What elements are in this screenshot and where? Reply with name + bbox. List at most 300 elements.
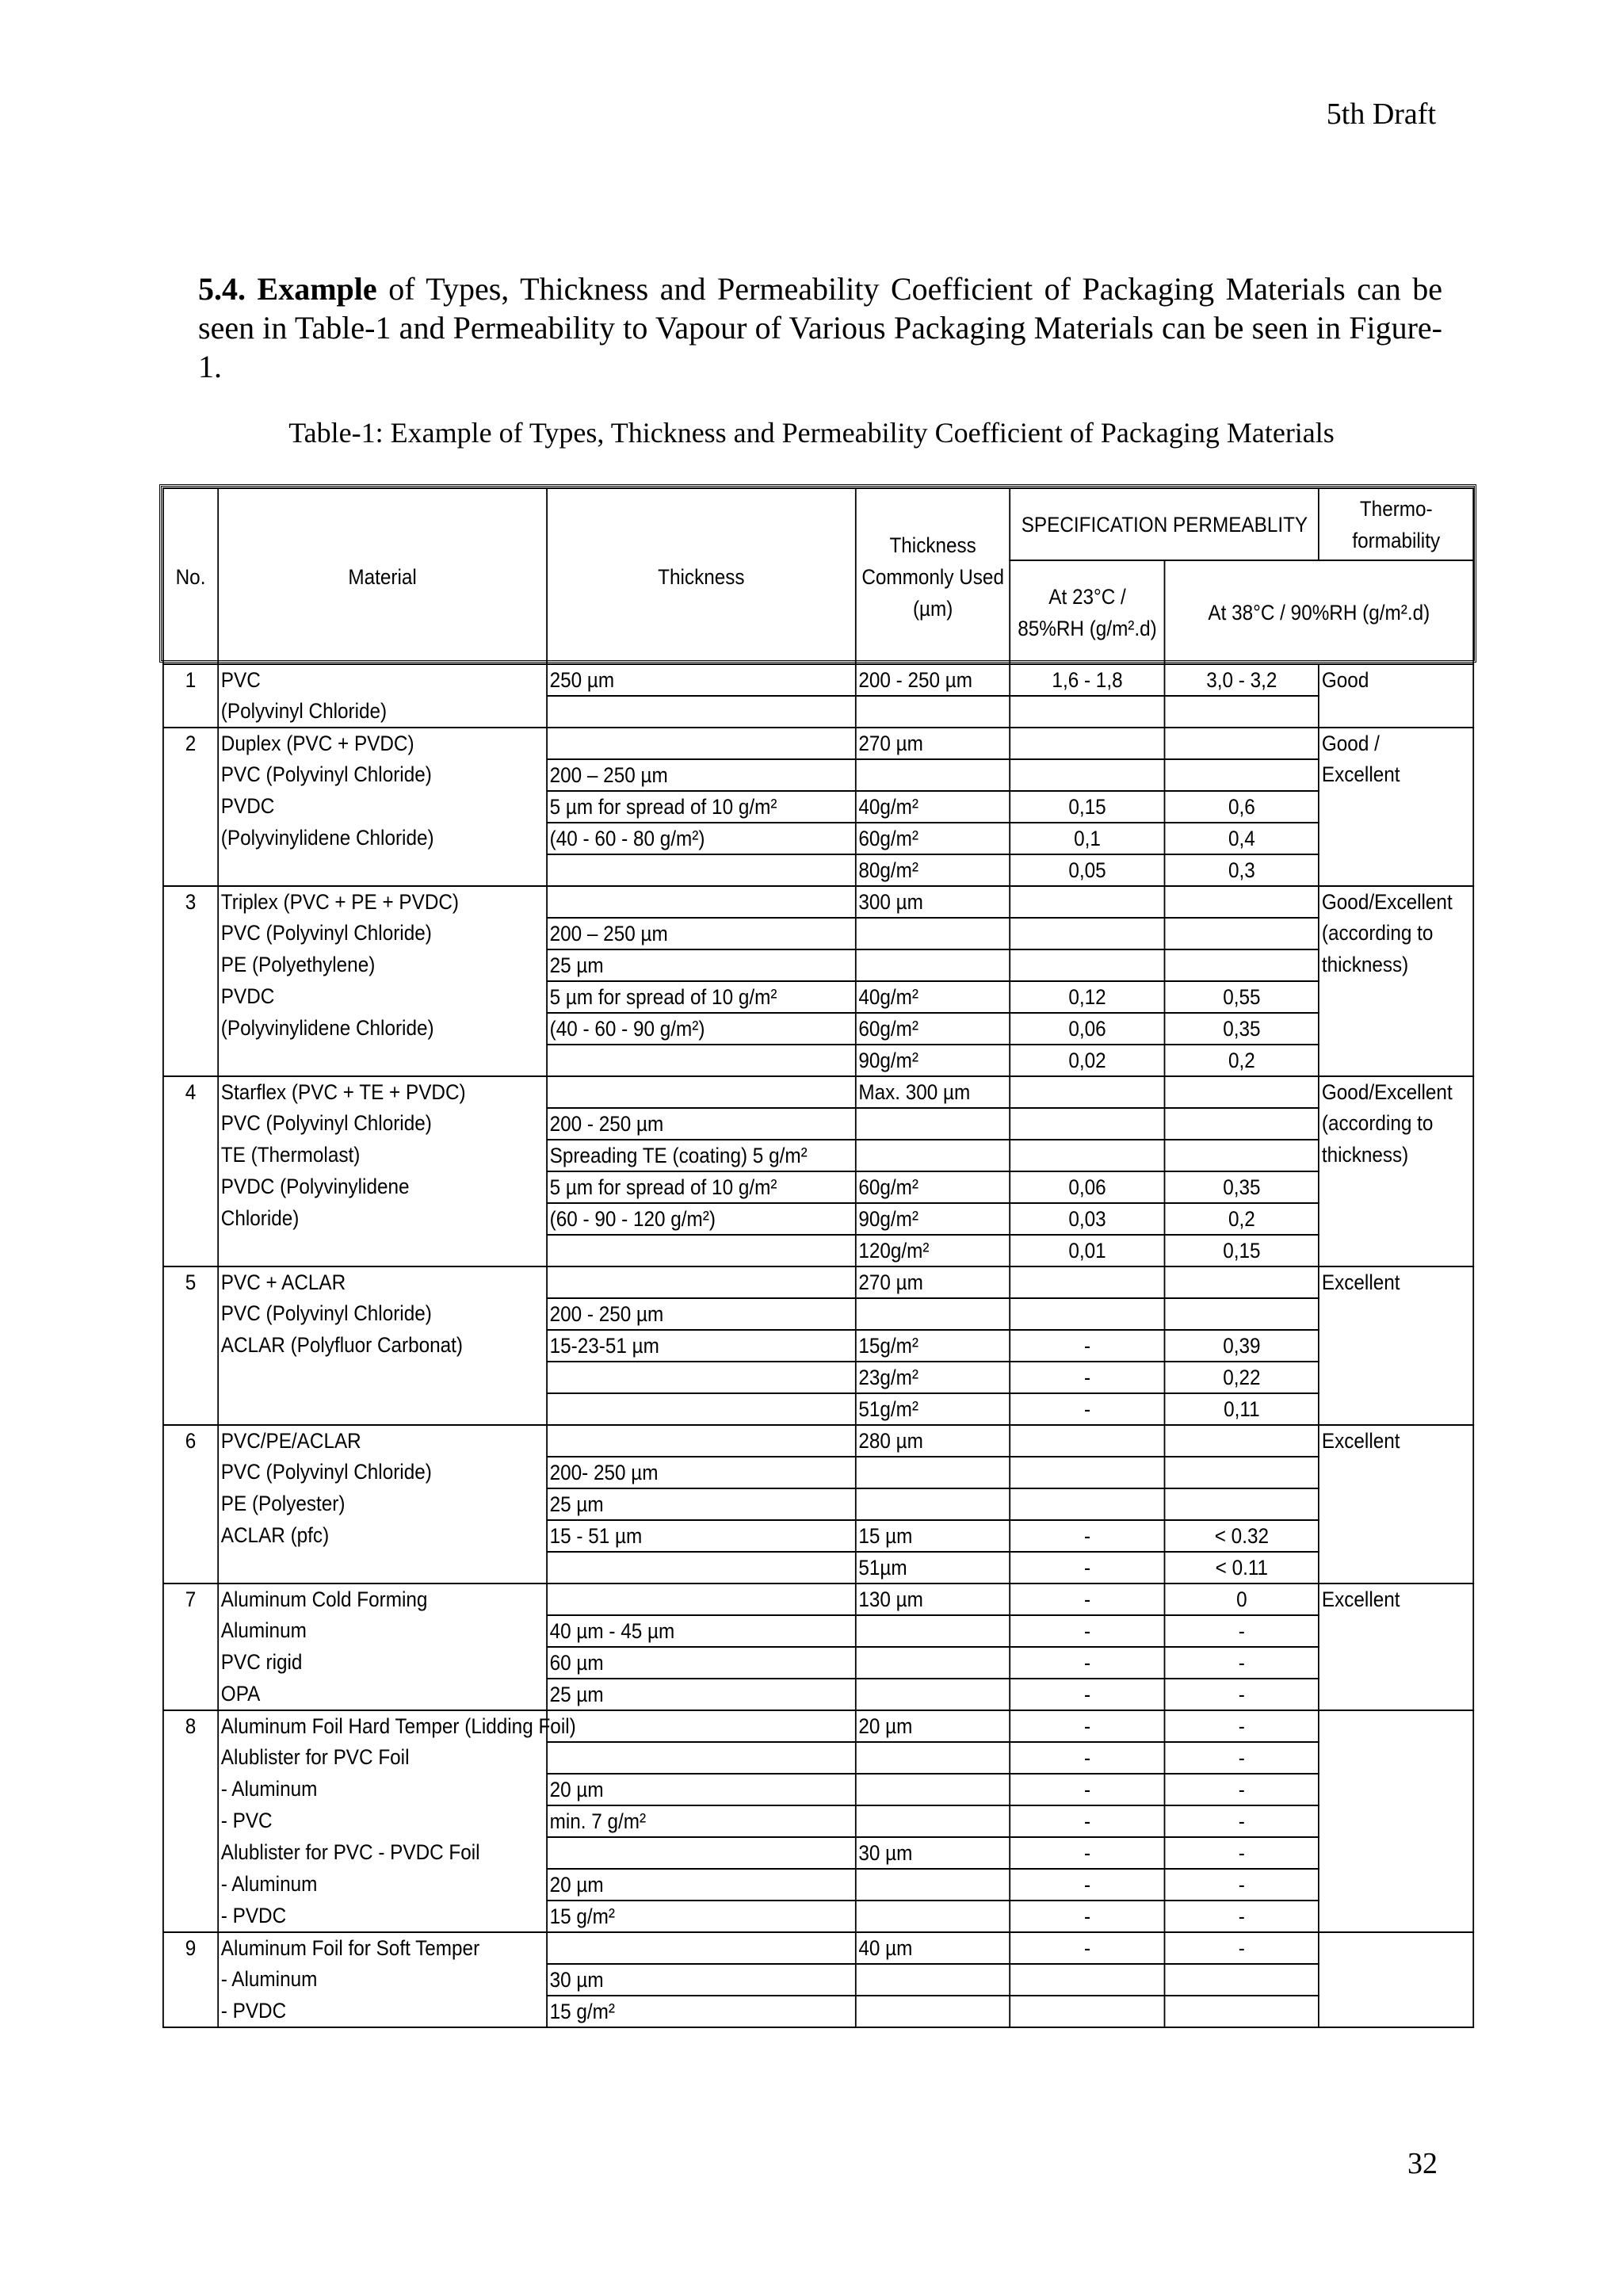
cell-perm38: 0,11 bbox=[1164, 1393, 1319, 1425]
page-number: 32 bbox=[1407, 2147, 1438, 2180]
cell-thickness bbox=[547, 1076, 856, 1108]
cell-thermo: thickness) bbox=[1319, 949, 1473, 981]
cell-used: 40g/m² bbox=[856, 791, 1010, 823]
cell-used: 130 µm bbox=[856, 1584, 1010, 1615]
cell-perm23 bbox=[1010, 1140, 1165, 1171]
cell-thermo bbox=[1319, 1362, 1473, 1393]
cell-no: 1 bbox=[163, 664, 218, 696]
cell-material: PVDC (Polyvinylidene bbox=[218, 1171, 547, 1203]
cell-perm38 bbox=[1164, 1140, 1319, 1171]
table-row bbox=[163, 664, 1473, 696]
cell-perm23: 0,06 bbox=[1010, 1171, 1165, 1203]
cell-thickness: 15 g/m² bbox=[547, 1996, 856, 2027]
cell-material: PVC (Polyvinyl Chloride) bbox=[218, 1457, 547, 1488]
cell-perm38 bbox=[1164, 696, 1319, 728]
cell-perm23 bbox=[1010, 1457, 1165, 1488]
cell-perm23 bbox=[1010, 1298, 1165, 1330]
cell-perm23: 1,6 - 1,8 bbox=[1010, 664, 1165, 696]
table-row bbox=[163, 981, 1473, 1013]
cell-thermo bbox=[1319, 1901, 1473, 1932]
cell-perm23 bbox=[1010, 918, 1165, 949]
cell-used: 280 µm bbox=[856, 1425, 1010, 1457]
table-row bbox=[163, 1552, 1473, 1584]
cell-used: 23g/m² bbox=[856, 1362, 1010, 1393]
cell-perm38: - bbox=[1164, 1679, 1319, 1710]
cell-perm23 bbox=[1010, 728, 1165, 759]
cell-used bbox=[856, 1679, 1010, 1710]
cell-perm23: 0,05 bbox=[1010, 854, 1165, 886]
cell-thickness bbox=[547, 886, 856, 918]
cell-thermo bbox=[1319, 1869, 1473, 1901]
cell-used bbox=[856, 918, 1010, 949]
cell-thermo: Good bbox=[1319, 664, 1473, 696]
table-body bbox=[163, 664, 1473, 2027]
cell-used bbox=[856, 1488, 1010, 1520]
cell-thermo: Excellent bbox=[1319, 1425, 1473, 1457]
cell-used bbox=[856, 1298, 1010, 1330]
table-row bbox=[163, 1869, 1473, 1901]
table-row bbox=[163, 1647, 1473, 1679]
cell-thickness: 25 µm bbox=[547, 949, 856, 981]
cell-material: PVDC bbox=[218, 981, 547, 1013]
cell-perm38: - bbox=[1164, 1901, 1319, 1932]
cell-thermo bbox=[1319, 1774, 1473, 1805]
cell-thickness bbox=[547, 1393, 856, 1425]
cell-no: 7 bbox=[163, 1584, 218, 1615]
cell-no bbox=[163, 1171, 218, 1203]
cell-perm38: 0,2 bbox=[1164, 1045, 1319, 1076]
cell-material: - PVC bbox=[218, 1805, 547, 1837]
cell-no bbox=[163, 981, 218, 1013]
cell-perm23 bbox=[1010, 1964, 1165, 1996]
cell-no bbox=[163, 1837, 218, 1869]
cell-no bbox=[163, 1774, 218, 1805]
cell-material: (Polyvinylidene Chloride) bbox=[218, 1013, 547, 1045]
cell-used: 200 - 250 µm bbox=[856, 664, 1010, 696]
table-row bbox=[163, 1710, 1473, 1742]
cell-no bbox=[163, 1996, 218, 2027]
cell-thickness bbox=[547, 1584, 856, 1615]
cell-used bbox=[856, 949, 1010, 981]
table-row bbox=[163, 1457, 1473, 1488]
cell-material bbox=[218, 854, 547, 886]
cell-used: 270 µm bbox=[856, 1266, 1010, 1298]
cell-material: Duplex (PVC + PVDC) bbox=[218, 728, 547, 759]
cell-perm38: < 0.32 bbox=[1164, 1520, 1319, 1552]
cell-material: Alublister for PVC - PVDC Foil bbox=[218, 1837, 547, 1869]
cell-thermo bbox=[1319, 1298, 1473, 1330]
cell-perm38: 0,3 bbox=[1164, 854, 1319, 886]
table-row bbox=[163, 1266, 1473, 1298]
table-row bbox=[163, 1584, 1473, 1615]
cell-perm23: 0,1 bbox=[1010, 823, 1165, 854]
cell-thickness: 15 - 51 µm bbox=[547, 1520, 856, 1552]
cell-thickness: 200 - 250 µm bbox=[547, 1108, 856, 1140]
cell-thickness: 200- 250 µm bbox=[547, 1457, 856, 1488]
table-row bbox=[163, 1393, 1473, 1425]
cell-used: 80g/m² bbox=[856, 854, 1010, 886]
cell-used: 40 µm bbox=[856, 1932, 1010, 1964]
cell-perm38 bbox=[1164, 759, 1319, 791]
table-row bbox=[163, 1108, 1473, 1140]
cell-material: PVC bbox=[218, 664, 547, 696]
cell-material: - Aluminum bbox=[218, 1869, 547, 1901]
table-row bbox=[163, 1235, 1473, 1266]
cell-no bbox=[163, 1615, 218, 1647]
cell-used: 15g/m² bbox=[856, 1330, 1010, 1362]
cell-thermo bbox=[1319, 1932, 1473, 1964]
cell-used bbox=[856, 1996, 1010, 2027]
cell-no bbox=[163, 1457, 218, 1488]
cell-material: Aluminum Cold Forming bbox=[218, 1584, 547, 1615]
cell-used: 51g/m² bbox=[856, 1393, 1010, 1425]
cell-perm38: 0,39 bbox=[1164, 1330, 1319, 1362]
table-row bbox=[163, 1362, 1473, 1393]
cell-perm23: - bbox=[1010, 1615, 1165, 1647]
cell-perm23: 0,03 bbox=[1010, 1203, 1165, 1235]
cell-no: 4 bbox=[163, 1076, 218, 1108]
cell-used: 270 µm bbox=[856, 728, 1010, 759]
cell-perm38: 0,55 bbox=[1164, 981, 1319, 1013]
cell-thermo: Excellent bbox=[1319, 1584, 1473, 1615]
cell-used: 20 µm bbox=[856, 1710, 1010, 1742]
cell-used bbox=[856, 759, 1010, 791]
cell-perm23 bbox=[1010, 1425, 1165, 1457]
cell-thermo bbox=[1319, 1964, 1473, 1996]
cell-thickness bbox=[547, 1552, 856, 1584]
cell-perm38: - bbox=[1164, 1647, 1319, 1679]
cell-thermo bbox=[1319, 1393, 1473, 1425]
cell-thickness: 20 µm bbox=[547, 1774, 856, 1805]
cell-used bbox=[856, 1108, 1010, 1140]
cell-perm23 bbox=[1010, 1488, 1165, 1520]
cell-thermo bbox=[1319, 1996, 1473, 2027]
cell-thickness bbox=[547, 1362, 856, 1393]
cell-perm38 bbox=[1164, 1457, 1319, 1488]
cell-no bbox=[163, 1330, 218, 1362]
cell-perm38 bbox=[1164, 1425, 1319, 1457]
cell-thermo bbox=[1319, 1330, 1473, 1362]
table-row bbox=[163, 1076, 1473, 1108]
cell-perm23: 0,01 bbox=[1010, 1235, 1165, 1266]
cell-material bbox=[218, 1552, 547, 1584]
cell-thickness: (40 - 60 - 80 g/m²) bbox=[547, 823, 856, 854]
cell-no: 6 bbox=[163, 1425, 218, 1457]
cell-perm38: 0,2 bbox=[1164, 1203, 1319, 1235]
cell-no bbox=[163, 1901, 218, 1932]
cell-thickness: (40 - 60 - 90 g/m²) bbox=[547, 1013, 856, 1045]
cell-thickness: Spreading TE (coating) 5 g/m² bbox=[547, 1140, 856, 1171]
table-row bbox=[163, 1330, 1473, 1362]
cell-perm38: 0 bbox=[1164, 1584, 1319, 1615]
cell-no bbox=[163, 696, 218, 728]
cell-perm23: 0,15 bbox=[1010, 791, 1165, 823]
cell-material bbox=[218, 1362, 547, 1393]
cell-thermo: Excellent bbox=[1319, 759, 1473, 791]
cell-perm38 bbox=[1164, 1266, 1319, 1298]
cell-used bbox=[856, 1457, 1010, 1488]
header-thickness-used: Thickness Commonly Used (µm) bbox=[856, 488, 1010, 664]
cell-no bbox=[163, 1742, 218, 1774]
cell-thermo bbox=[1319, 981, 1473, 1013]
cell-material bbox=[218, 1045, 547, 1076]
cell-thickness bbox=[547, 728, 856, 759]
table-row bbox=[163, 1774, 1473, 1805]
header-thickness: Thickness bbox=[547, 488, 856, 664]
cell-perm38 bbox=[1164, 1108, 1319, 1140]
cell-perm38 bbox=[1164, 1996, 1319, 2027]
cell-material: - PVDC bbox=[218, 1901, 547, 1932]
cell-no bbox=[163, 854, 218, 886]
cell-thermo: Excellent bbox=[1319, 1266, 1473, 1298]
cell-perm23 bbox=[1010, 1996, 1165, 2027]
cell-perm38: 0,4 bbox=[1164, 823, 1319, 854]
cell-perm23: 0,02 bbox=[1010, 1045, 1165, 1076]
cell-no bbox=[163, 1298, 218, 1330]
cell-thickness bbox=[547, 1045, 856, 1076]
cell-thickness: 60 µm bbox=[547, 1647, 856, 1679]
cell-used: 40g/m² bbox=[856, 981, 1010, 1013]
cell-material: TE (Thermolast) bbox=[218, 1140, 547, 1171]
table-row bbox=[163, 1045, 1473, 1076]
table-row bbox=[163, 1298, 1473, 1330]
cell-thermo bbox=[1319, 1457, 1473, 1488]
cell-used: 30 µm bbox=[856, 1837, 1010, 1869]
cell-thickness: 5 µm for spread of 10 g/m² bbox=[547, 1171, 856, 1203]
cell-perm38: 3,0 - 3,2 bbox=[1164, 664, 1319, 696]
cell-used bbox=[856, 1615, 1010, 1647]
cell-no: 9 bbox=[163, 1932, 218, 1964]
table-row bbox=[163, 1615, 1473, 1647]
cell-perm23: - bbox=[1010, 1520, 1165, 1552]
cell-used bbox=[856, 1647, 1010, 1679]
cell-no: 5 bbox=[163, 1266, 218, 1298]
cell-perm38 bbox=[1164, 949, 1319, 981]
cell-perm38: - bbox=[1164, 1837, 1319, 1869]
cell-thickness bbox=[547, 1742, 856, 1774]
cell-used: 90g/m² bbox=[856, 1203, 1010, 1235]
cell-material: PVC (Polyvinyl Chloride) bbox=[218, 759, 547, 791]
cell-perm38: 0,6 bbox=[1164, 791, 1319, 823]
cell-material: Triplex (PVC + PE + PVDC) bbox=[218, 886, 547, 918]
cell-no bbox=[163, 1488, 218, 1520]
table-row bbox=[163, 1140, 1473, 1171]
cell-perm23: - bbox=[1010, 1742, 1165, 1774]
cell-no bbox=[163, 759, 218, 791]
cell-perm38: 0,22 bbox=[1164, 1362, 1319, 1393]
cell-material: Aluminum Foil Hard Temper (Lidding Foil) bbox=[218, 1710, 547, 1742]
cell-thermo bbox=[1319, 1647, 1473, 1679]
cell-no bbox=[163, 1045, 218, 1076]
cell-perm38 bbox=[1164, 1298, 1319, 1330]
table-row bbox=[163, 1425, 1473, 1457]
cell-no bbox=[163, 1140, 218, 1171]
cell-perm23 bbox=[1010, 886, 1165, 918]
header-material: Material bbox=[218, 488, 547, 664]
table-row bbox=[163, 1520, 1473, 1552]
cell-no bbox=[163, 1520, 218, 1552]
packaging-table bbox=[162, 487, 1474, 2028]
cell-material: ACLAR (Polyfluor Carbonat) bbox=[218, 1330, 547, 1362]
cell-thickness bbox=[547, 1837, 856, 1869]
table-row bbox=[163, 1488, 1473, 1520]
cell-material: Starflex (PVC + TE + PVDC) bbox=[218, 1076, 547, 1108]
cell-thermo bbox=[1319, 1235, 1473, 1266]
cell-material: PVC + ACLAR bbox=[218, 1266, 547, 1298]
cell-used: 300 µm bbox=[856, 886, 1010, 918]
cell-thermo: Good/Excellent bbox=[1319, 886, 1473, 918]
cell-perm23: 0,12 bbox=[1010, 981, 1165, 1013]
table-row bbox=[163, 1742, 1473, 1774]
cell-material: - Aluminum bbox=[218, 1774, 547, 1805]
cell-thickness: 200 - 250 µm bbox=[547, 1298, 856, 1330]
cell-thermo: Good/Excellent bbox=[1319, 1076, 1473, 1108]
cell-thickness: 200 – 250 µm bbox=[547, 759, 856, 791]
cell-thermo: (according to bbox=[1319, 1108, 1473, 1140]
cell-used bbox=[856, 1742, 1010, 1774]
cell-material: OPA bbox=[218, 1679, 547, 1710]
cell-used bbox=[856, 1964, 1010, 1996]
cell-perm23 bbox=[1010, 759, 1165, 791]
cell-perm38 bbox=[1164, 886, 1319, 918]
cell-perm23 bbox=[1010, 949, 1165, 981]
cell-used: 60g/m² bbox=[856, 1171, 1010, 1203]
cell-thickness bbox=[547, 696, 856, 728]
cell-thickness: min. 7 g/m² bbox=[547, 1805, 856, 1837]
intro-text: of Types, Thickness and Permeability Coefficient of Packaging Materials can be seen in Table-1 and Permeability to Vapour of Various Packaging Materials can be seen in Figure-1. bbox=[198, 271, 1443, 384]
cell-thickness: 200 – 250 µm bbox=[547, 918, 856, 949]
cell-thickness bbox=[547, 1710, 856, 1742]
cell-material: PVC (Polyvinyl Chloride) bbox=[218, 1298, 547, 1330]
section-number: 5.4. bbox=[198, 271, 246, 307]
cell-thermo: thickness) bbox=[1319, 1140, 1473, 1171]
cell-material: PVC/PE/ACLAR bbox=[218, 1425, 547, 1457]
cell-perm38: - bbox=[1164, 1742, 1319, 1774]
cell-thickness bbox=[547, 854, 856, 886]
cell-perm23 bbox=[1010, 696, 1165, 728]
cell-perm23: - bbox=[1010, 1837, 1165, 1869]
cell-perm23: - bbox=[1010, 1805, 1165, 1837]
header-specification: SPECIFICATION PERMEABLITY bbox=[1010, 488, 1319, 560]
table-row bbox=[163, 696, 1473, 728]
table-row bbox=[163, 1805, 1473, 1837]
table-row bbox=[163, 1013, 1473, 1045]
cell-perm38 bbox=[1164, 1488, 1319, 1520]
cell-material bbox=[218, 1235, 547, 1266]
table-row bbox=[163, 1171, 1473, 1203]
table-row bbox=[163, 1964, 1473, 1996]
cell-used: 90g/m² bbox=[856, 1045, 1010, 1076]
cell-thickness: 5 µm for spread of 10 g/m² bbox=[547, 981, 856, 1013]
cell-thermo bbox=[1319, 1710, 1473, 1742]
cell-thickness: 15-23-51 µm bbox=[547, 1330, 856, 1362]
table-row bbox=[163, 823, 1473, 854]
cell-no bbox=[163, 1679, 218, 1710]
cell-perm38: < 0.11 bbox=[1164, 1552, 1319, 1584]
cell-no bbox=[163, 1393, 218, 1425]
cell-perm38 bbox=[1164, 1076, 1319, 1108]
table-row bbox=[163, 1932, 1473, 1964]
cell-thickness: 40 µm - 45 µm bbox=[547, 1615, 856, 1647]
cell-used bbox=[856, 696, 1010, 728]
cell-no bbox=[163, 1647, 218, 1679]
cell-thickness: 25 µm bbox=[547, 1679, 856, 1710]
cell-thermo bbox=[1319, 1805, 1473, 1837]
cell-no: 2 bbox=[163, 728, 218, 759]
cell-material bbox=[218, 1393, 547, 1425]
cell-perm38: 0,35 bbox=[1164, 1013, 1319, 1045]
table-row bbox=[163, 728, 1473, 759]
cell-used bbox=[856, 1774, 1010, 1805]
cell-thermo bbox=[1319, 1520, 1473, 1552]
cell-used: 60g/m² bbox=[856, 823, 1010, 854]
cell-used: 120g/m² bbox=[856, 1235, 1010, 1266]
cell-used: 15 µm bbox=[856, 1520, 1010, 1552]
cell-no bbox=[163, 1203, 218, 1235]
cell-used bbox=[856, 1140, 1010, 1171]
header-thermoformability: Thermo-formability bbox=[1319, 488, 1473, 560]
cell-material: ACLAR (pfc) bbox=[218, 1520, 547, 1552]
cell-perm38: 0,35 bbox=[1164, 1171, 1319, 1203]
cell-thickness: 25 µm bbox=[547, 1488, 856, 1520]
cell-thickness: (60 - 90 - 120 g/m²) bbox=[547, 1203, 856, 1235]
cell-perm23: - bbox=[1010, 1552, 1165, 1584]
table-row bbox=[163, 918, 1473, 949]
cell-material: PVC (Polyvinyl Chloride) bbox=[218, 918, 547, 949]
cell-perm23: - bbox=[1010, 1869, 1165, 1901]
table-row bbox=[163, 1996, 1473, 2027]
cell-thermo bbox=[1319, 791, 1473, 823]
table-row bbox=[163, 1203, 1473, 1235]
table-caption: Table-1: Example of Types, Thickness and Permeability Coefficient of Packaging Materials bbox=[288, 417, 1335, 449]
cell-material: Alublister for PVC Foil bbox=[218, 1742, 547, 1774]
cell-perm23: - bbox=[1010, 1393, 1165, 1425]
cell-perm38: - bbox=[1164, 1805, 1319, 1837]
cell-material: (Polyvinylidene Chloride) bbox=[218, 823, 547, 854]
cell-material: PVC rigid bbox=[218, 1647, 547, 1679]
cell-used: Max. 300 µm bbox=[856, 1076, 1010, 1108]
cell-thickness: 15 g/m² bbox=[547, 1901, 856, 1932]
cell-no: 8 bbox=[163, 1710, 218, 1742]
cell-thermo: Good / bbox=[1319, 728, 1473, 759]
table-row bbox=[163, 1837, 1473, 1869]
cell-thermo bbox=[1319, 1679, 1473, 1710]
table-row bbox=[163, 854, 1473, 886]
cell-perm38: - bbox=[1164, 1869, 1319, 1901]
cell-material: - PVDC bbox=[218, 1996, 547, 2027]
cell-thermo bbox=[1319, 1171, 1473, 1203]
cell-perm38 bbox=[1164, 918, 1319, 949]
cell-thickness bbox=[547, 1425, 856, 1457]
cell-thermo bbox=[1319, 1552, 1473, 1584]
cell-no bbox=[163, 823, 218, 854]
cell-no bbox=[163, 1869, 218, 1901]
intro-paragraph bbox=[198, 269, 1442, 386]
cell-material: PVC (Polyvinyl Chloride) bbox=[218, 1108, 547, 1140]
cell-used: 51µm bbox=[856, 1552, 1010, 1584]
cell-no bbox=[163, 1552, 218, 1584]
cell-material: Chloride) bbox=[218, 1203, 547, 1235]
cell-no bbox=[163, 949, 218, 981]
cell-no bbox=[163, 1013, 218, 1045]
cell-perm23 bbox=[1010, 1076, 1165, 1108]
cell-thermo bbox=[1319, 1203, 1473, 1235]
cell-thickness bbox=[547, 1932, 856, 1964]
cell-thickness: 5 µm for spread of 10 g/m² bbox=[547, 791, 856, 823]
table-row bbox=[163, 1679, 1473, 1710]
cell-thickness: 30 µm bbox=[547, 1964, 856, 1996]
cell-perm23: 0,06 bbox=[1010, 1013, 1165, 1045]
